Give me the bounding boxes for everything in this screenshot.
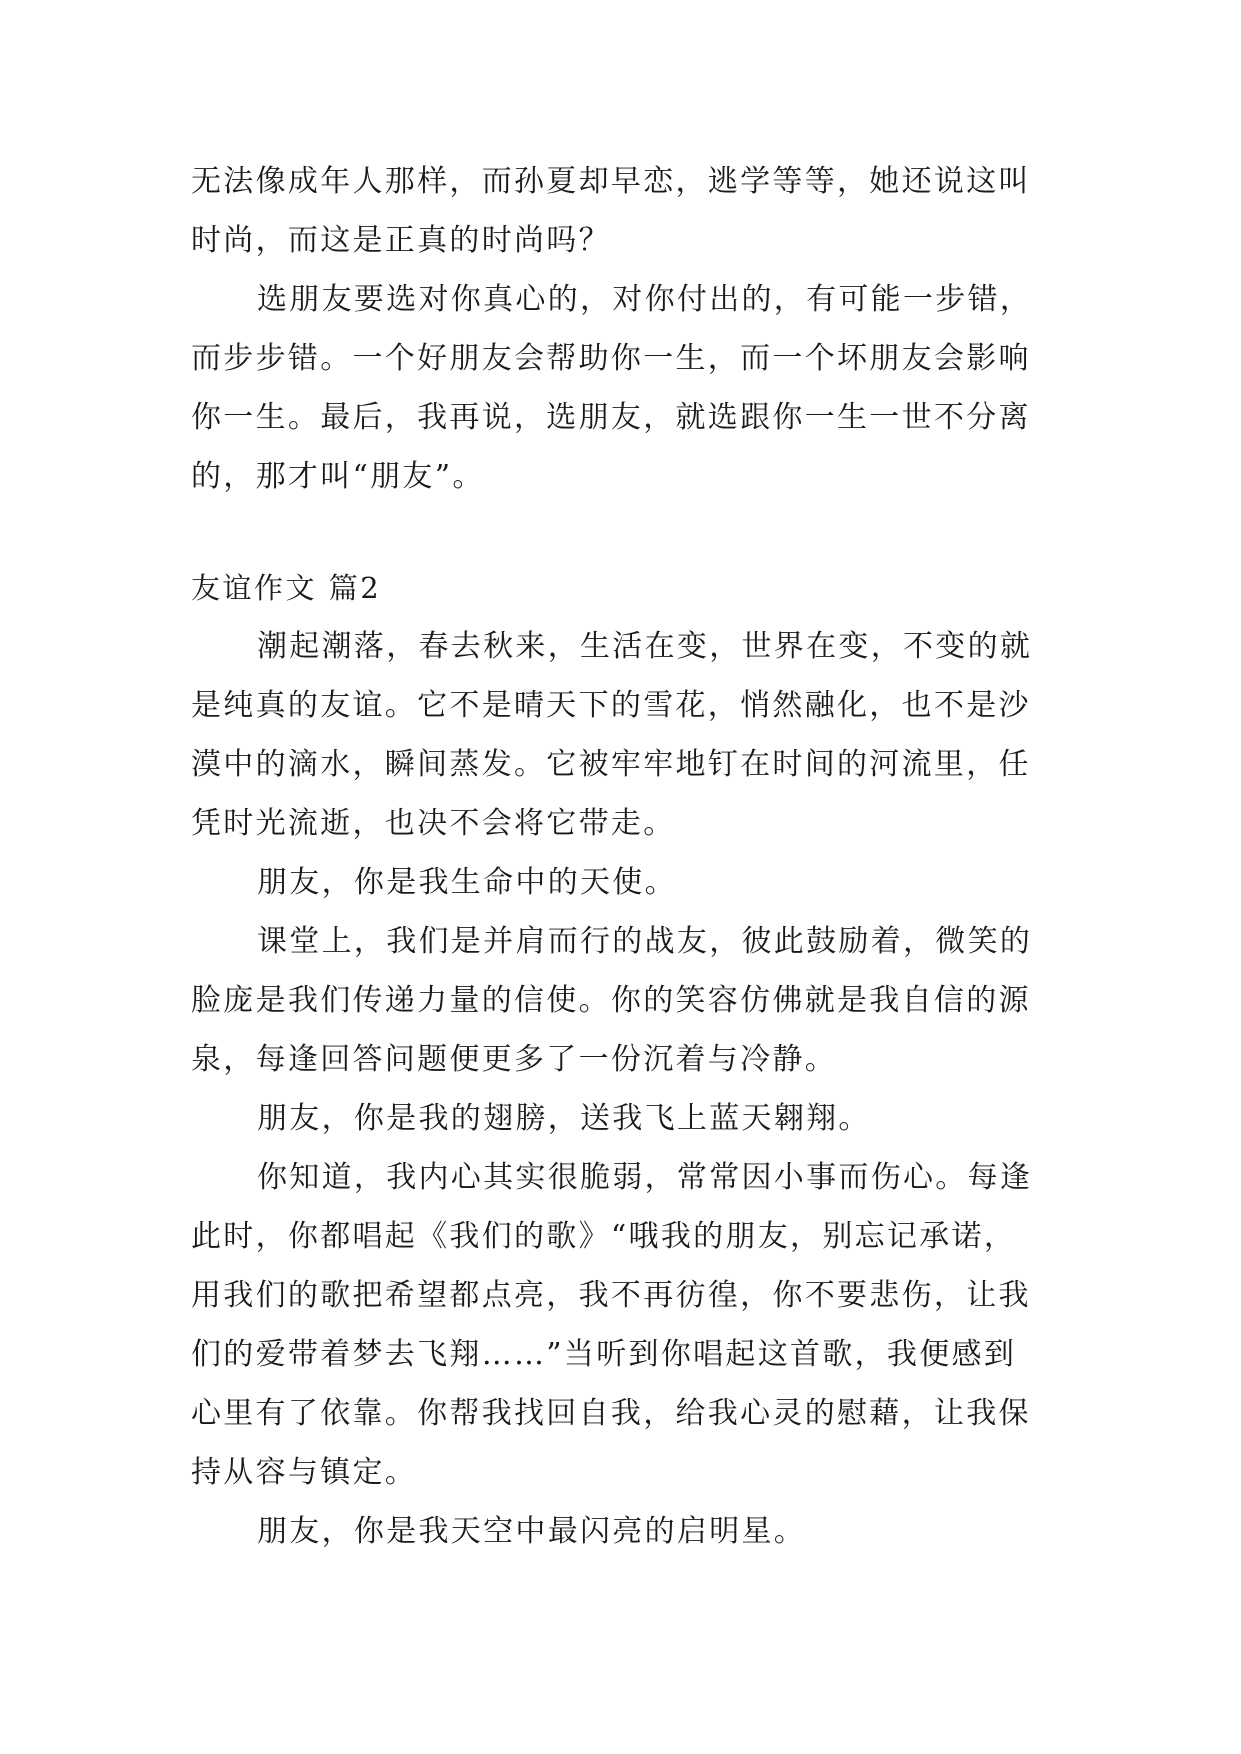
paragraph-line: 泉，每逢回答问题便更多了一份沉着与冷静。: [191, 1042, 837, 1077]
paragraph-line: 是纯真的友谊。它不是晴天下的雪花，悄然融化，也不是沙: [191, 688, 1031, 723]
paragraph-line: 朋友，你是我的翅膀，送我飞上蓝天翱翔。: [257, 1101, 871, 1136]
paragraph-line: 时尚，而这是正真的时尚吗？: [191, 223, 611, 258]
paragraph-line: 们的爱带着梦去飞翔……”当听到你唱起这首歌，我便感到: [191, 1337, 1017, 1372]
paragraph-line: 潮起潮落，春去秋来，生活在变，世界在变，不变的就: [257, 629, 1033, 664]
page-body: [191, 160, 1071, 1569]
paragraph-line: 用我们的歌把希望都点亮，我不再彷徨，你不要悲伤，让我: [191, 1278, 1031, 1313]
paragraph-line: 漠中的滴水，瞬间蒸发。它被牢牢地钉在时间的河流里，任: [191, 747, 1031, 782]
paragraph-line: 无法像成年人那样，而孙夏却早恋，逃学等等，她还说这叫: [191, 164, 1031, 199]
section-gap: [191, 514, 1071, 566]
paragraph-line: 脸庞是我们传递力量的信使。你的笑容仿佛就是我自信的源: [191, 983, 1031, 1018]
paragraph-line: 你知道，我内心其实很脆弱，常常因小事而伤心。每逢: [257, 1160, 1033, 1195]
paragraph-line: 此时，你都唱起《我们的歌》“哦我的朋友，别忘记承诺，: [191, 1219, 1017, 1254]
section-title: 友谊作文 篇2: [191, 571, 382, 605]
paragraph-line: 选朋友要选对你真心的，对你付出的，有可能一步错，: [257, 282, 1033, 317]
paragraph-line: 的，那才叫“朋友”。: [191, 459, 485, 494]
paragraph-line: 朋友，你是我天空中最闪亮的启明星。: [257, 1514, 807, 1549]
paragraph-line: 你一生。最后，我再说，选朋友，就选跟你一生一世不分离: [191, 400, 1031, 435]
paragraph-line: 凭时光流逝，也决不会将它带走。: [191, 806, 676, 841]
paragraph-line: 朋友，你是我生命中的天使。: [257, 865, 677, 900]
paragraph-line: 心里有了依靠。你帮我找回自我，给我心灵的慰藉，让我保: [191, 1396, 1031, 1431]
paragraph-line: 课堂上，我们是并肩而行的战友，彼此鼓励着，微笑的: [257, 924, 1033, 959]
paragraph-line: 持从容与镇定。: [191, 1455, 418, 1490]
paragraph-line: 而步步错。一个好朋友会帮助你一生，而一个坏朋友会影响: [191, 341, 1031, 376]
